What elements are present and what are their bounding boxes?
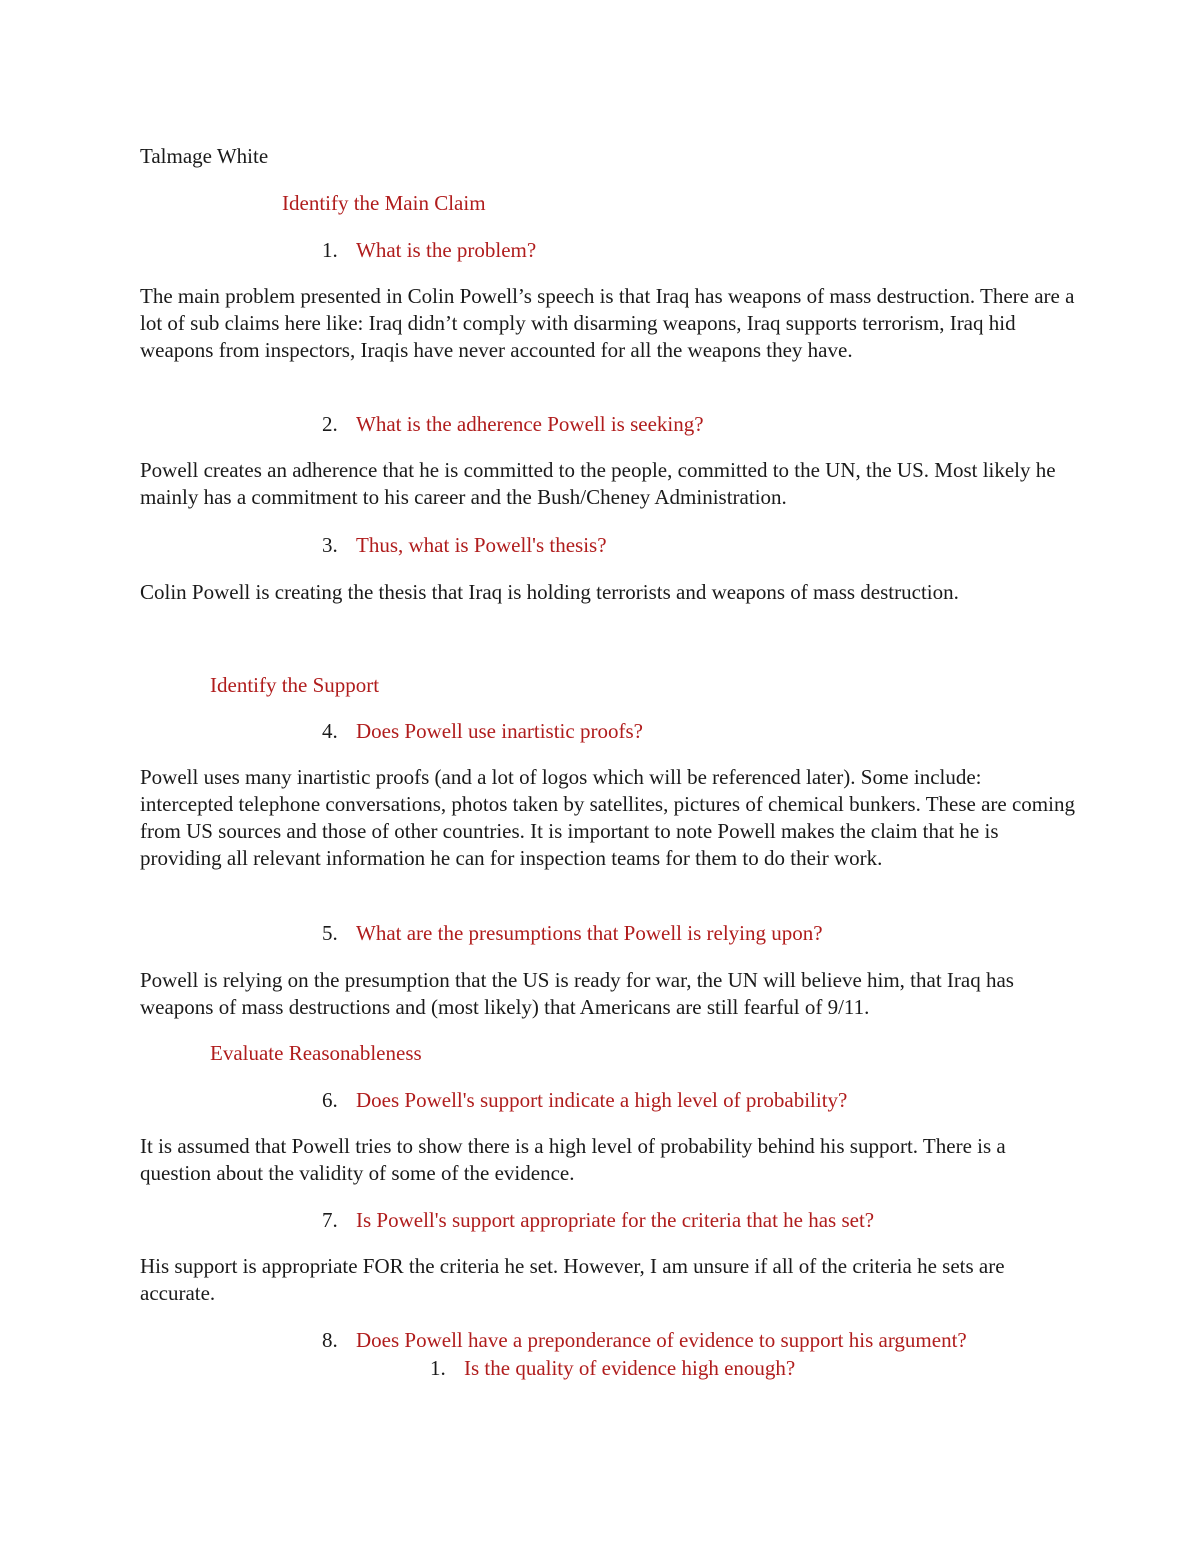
question-3: [322, 532, 607, 559]
question-8: [322, 1327, 967, 1354]
section-heading-main-claim: Identify the Main Claim: [282, 191, 486, 215]
question-1: [322, 237, 536, 264]
question-text: What is the problem?: [356, 238, 537, 262]
question-number: 8.: [322, 1328, 338, 1352]
question-number: 1.: [430, 1356, 446, 1380]
author-name: Talmage White: [140, 144, 269, 168]
answer-6: It is assumed that Powell tries to show there is a high level of probability behind his support. There is a question about the validity of some of the evidence.: [140, 1134, 1006, 1185]
question-text: Is Powell's support appropriate for the criteria that he has set?: [356, 1208, 875, 1232]
question-number: 1.: [322, 238, 338, 262]
question-text: Does Powell use inartistic proofs?: [356, 719, 643, 743]
question-text: Is the quality of evidence high enough?: [464, 1356, 796, 1380]
question-text: Thus, what is Powell's thesis?: [356, 533, 607, 557]
question-5: [322, 920, 823, 947]
section-heading-support: Identify the Support: [210, 673, 380, 697]
section-heading-reasonableness: Evaluate Reasonableness: [210, 1041, 422, 1065]
question-6: [322, 1087, 847, 1114]
question-text: What are the presumptions that Powell is relying upon?: [356, 921, 823, 945]
answer-7: His support is appropriate FOR the criteria he set. However, I am unsure if all of the criteria he sets are accurate.: [140, 1254, 1005, 1305]
question-text: What is the adherence Powell is seeking?: [356, 412, 704, 436]
question-number: 7.: [322, 1208, 338, 1232]
question-text: Does Powell's support indicate a high level of probability?: [356, 1088, 848, 1112]
question-text: Does Powell have a preponderance of evidence to support his argument?: [356, 1328, 967, 1352]
question-2: [322, 411, 704, 438]
question-number: 4.: [322, 719, 338, 743]
answer-1: The main problem presented in Colin Powell’s speech is that Iraq has weapons of mass destruction. There are a lot of sub claims here like: Iraq didn’t comply with disarming weapons, Iraq supports terrorism, Iraq hid weapons from inspectors, Iraqis have never accounted for all the weapons they have.: [140, 284, 1075, 362]
question-number: 3.: [322, 533, 338, 557]
answer-5: Powell is relying on the presumption that the US is ready for war, the UN will believe him, that Iraq has weapons of mass destructions and (most likely) that Americans are still fearful of 9/11.: [140, 968, 1014, 1019]
answer-2: Powell creates an adherence that he is committed to the people, committed to the UN, the US. Most likely he mainly has a commitment to his career and the Bush/Cheney Administration.: [140, 458, 1056, 509]
question-number: 6.: [322, 1088, 338, 1112]
answer-4: Powell uses many inartistic proofs (and a lot of logos which will be referenced later). Some include: intercepted telephone conversations, photos taken by satellites, pictures of chemical bunkers. These are coming from US sources and those of other countries. It is important to note Powell makes the claim that he is providing all relevant information he can for inspection teams for them to do their work.: [140, 765, 1075, 870]
question-7: [322, 1207, 874, 1234]
answer-3: Colin Powell is creating the thesis that Iraq is holding terrorists and weapons of mass destruction.: [140, 580, 959, 604]
question-4: [322, 718, 643, 745]
question-number: 5.: [322, 921, 338, 945]
subquestion-1: [430, 1355, 795, 1382]
question-number: 2.: [322, 412, 338, 436]
